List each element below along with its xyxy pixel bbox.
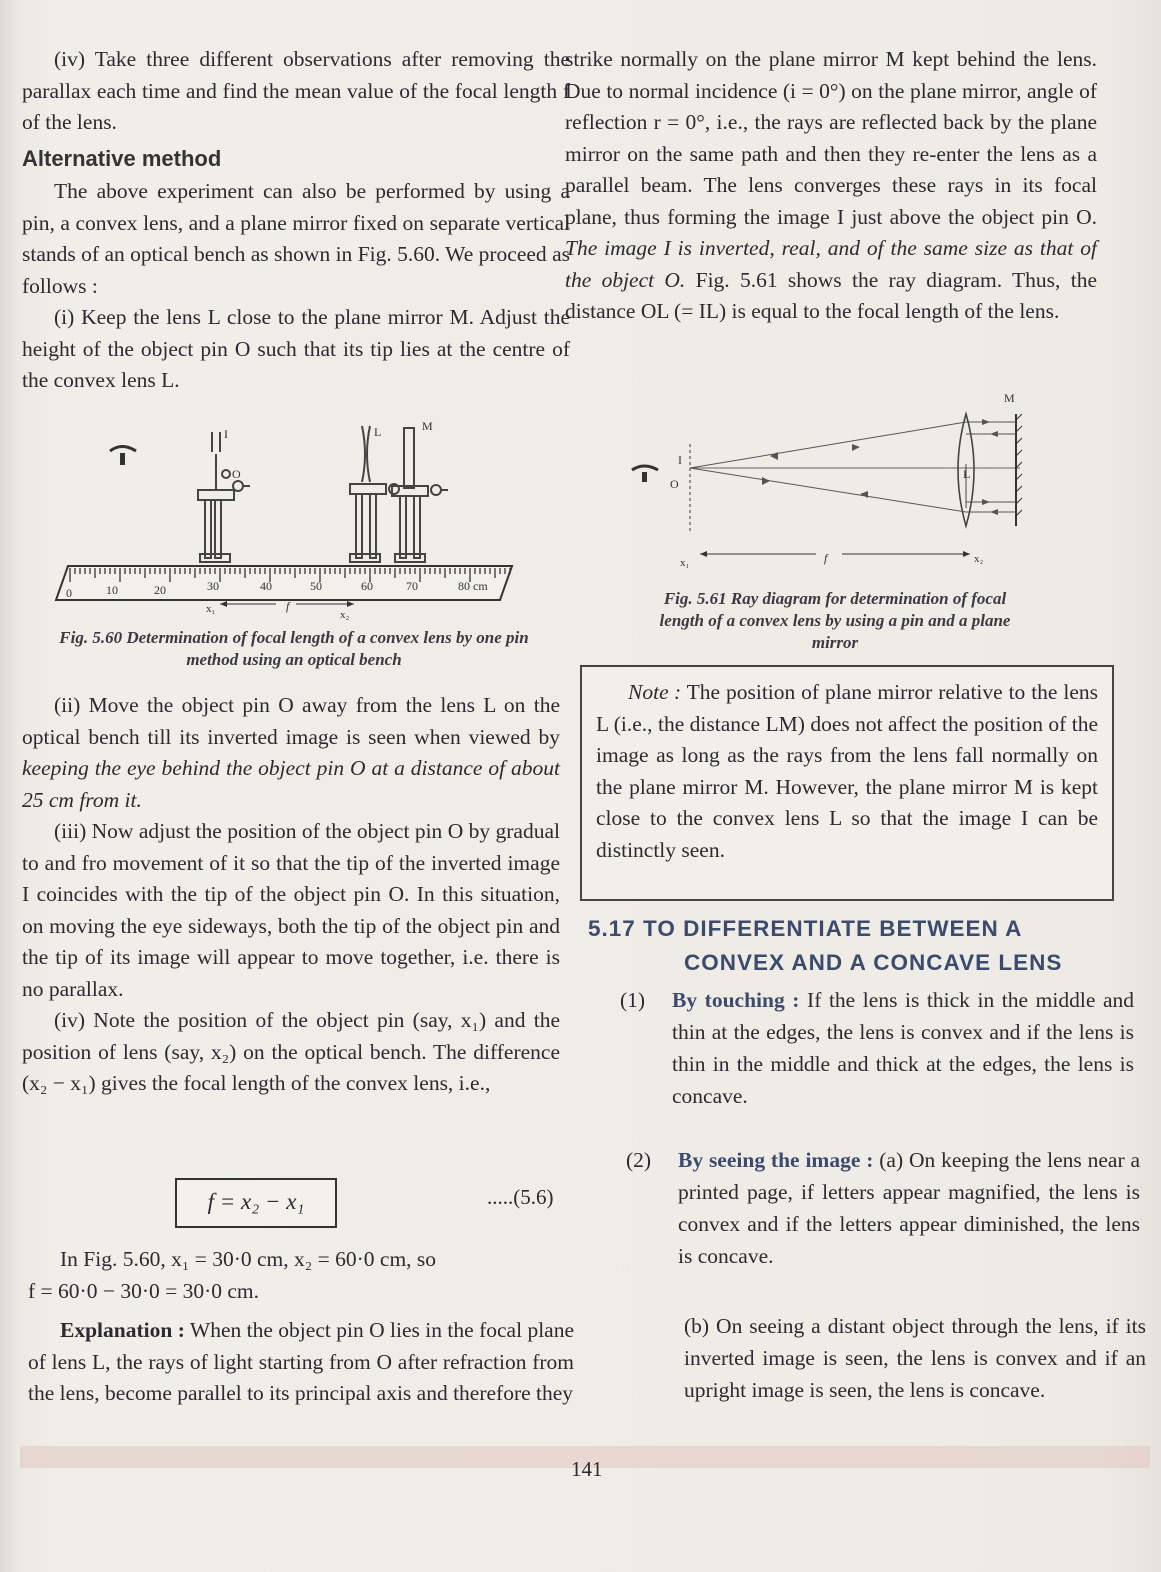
fig-5-61-caption: Fig. 5.61 Ray diagram for determination of focal length of a convex lens by using a pin and a plane mirror xyxy=(659,589,1011,652)
step-ii-italic: keeping the eye behind the object pin O at a distance of about 25 cm from it. xyxy=(22,756,560,812)
right-para-end: Fig. 5.61 shows the ray diagram. Thus, the distance OL (= IL) is equal to the focal length of the lens. xyxy=(565,267,1097,323)
section-heading-line-1: 5.17 TO DIFFERENTIATE BETWEEN A xyxy=(588,916,1023,941)
step-iv-paragraph: (iv) Note the position of the object pin (say, x₁) and the position of lens (say, x₂) on the optical bench. The difference (x₂ − x₁) gives the focal length of the convex lens, i.e., xyxy=(22,1008,560,1095)
formula-box: f = x₂ − x₁ xyxy=(175,1178,337,1228)
right-para-italic: The image I is inverted, real, and of the same size as that of the object O. xyxy=(565,236,1097,292)
example-block xyxy=(28,1244,574,1410)
item-2-text xyxy=(678,1144,1140,1272)
fig61-label-L: L xyxy=(963,467,971,481)
alternative-method-heading: Alternative method xyxy=(22,145,222,171)
fig60-label-x2: x₂ xyxy=(340,609,350,621)
explanation-paragraph xyxy=(28,1315,574,1410)
right-column xyxy=(565,44,1097,328)
fig60-label-I: I xyxy=(224,427,228,441)
left-column-lower xyxy=(22,690,560,1100)
scale-label-30: 30 xyxy=(207,579,219,593)
item-2b-text: (b) On seeing a distant object through the lens, if its inverted image is seen, the lens is convex and if an upright image is seen, the lens is concave. xyxy=(684,1314,1146,1402)
fig61-label-f: f xyxy=(824,551,828,565)
step-iv-remove-parallax: (iv) Take three different observations after removing the parallax each time and find the mean value of the focal length f of the lens. xyxy=(22,47,570,134)
note-label: Note : xyxy=(628,680,682,704)
item-1-number: (1) xyxy=(620,988,646,1012)
right-paragraph xyxy=(565,44,1097,328)
fig60-label-f: f xyxy=(286,599,290,613)
page-number: 141 xyxy=(571,1457,603,1481)
item-1-label: By touching : xyxy=(672,988,800,1012)
fig61-label-M: M xyxy=(1004,391,1015,405)
scale-label-20: 20 xyxy=(154,583,166,597)
fig-5-60-caption: Fig. 5.60 Determination of focal length of a convex lens by one pin method using an optical bench xyxy=(59,628,529,669)
left-column xyxy=(22,44,570,397)
item-2-body: (a) On keeping the lens near a printed page, if letters appear magnified, the lens is convex and if the letters appear diminished, the lens is concave. xyxy=(678,1148,1141,1268)
fig61-label-x2: x₂ xyxy=(974,553,984,565)
fig61-label-x1: x₁ xyxy=(680,557,690,569)
fig61-label-I: I xyxy=(678,453,682,467)
scale-label-0: 0 xyxy=(66,586,72,600)
item-2-label: By seeing the image : xyxy=(678,1148,874,1172)
scale-label-70: 70 xyxy=(406,579,418,593)
step-i-paragraph: (i) Keep the lens L close to the plane mirror M. Adjust the height of the object pin O such that its tip lies at the centre of the convex lens L. xyxy=(22,305,570,392)
fig60-label-M: M xyxy=(422,419,433,433)
step-ii-paragraph xyxy=(22,690,560,816)
fig-5-60-optical-bench xyxy=(40,414,540,624)
fig60-label-O: O xyxy=(232,467,241,481)
scale-label-80cm: 80 cm xyxy=(458,579,488,593)
example-line-1: In Fig. 5.60, x₁ = 30·0 cm, x₂ = 60·0 cm, so xyxy=(60,1247,437,1271)
scale-label-10: 10 xyxy=(106,583,118,597)
item-1-body: If the lens is thick in the middle and thin at the edges, the lens is convex and if the lens is thin in the middle and thick at the edges, the lens is concave. xyxy=(672,988,1134,1108)
scale-label-40: 40 xyxy=(260,579,272,593)
formula-number: .....(5.6) xyxy=(487,1185,554,1209)
step-ii-text: (ii) Move the object pin O away from the lens L on the optical bench till its inverted image is seen when viewed by xyxy=(22,693,560,749)
alternative-method-paragraph: The above experiment can also be performed by using a pin, a convex lens, and a plane mirror fixed on separate vertical stands of an optical bench as shown in Fig. 5.60. We proceed as follows : xyxy=(22,179,570,298)
scale-label-50: 50 xyxy=(310,579,322,593)
fig61-label-O: O xyxy=(670,477,679,491)
item-2-number: (2) xyxy=(626,1148,652,1172)
right-para-start: strike normally on the plane mirror M kept behind the lens. Due to normal incidence (i = 0°) on the plane mirror, angle of reflection r = 0°, i.e., the rays are reflected back by the plane mirror on the same path and then they re-enter the lens as a parallel beam. The lens converges these rays in its focal plane, thus forming the image I just above the object pin O. xyxy=(565,47,1097,229)
item-1-text xyxy=(672,984,1134,1112)
fig60-label-x1: x₁ xyxy=(206,603,216,615)
section-5-17-heading xyxy=(588,912,1148,980)
scale-label-60: 60 xyxy=(361,579,373,593)
note-text xyxy=(596,677,1098,866)
step-iii-paragraph: (iii) Now adjust the position of the object pin O by gradual to and fro movement of it so that the tip of the inverted image I coincides with the tip of the object pin O. In this situation, on moving the eye sideways, both the tip of the object pin and the tip of its image will appear to move together, i.e. there is no parallax. xyxy=(22,819,560,1001)
fig60-label-L: L xyxy=(374,425,382,439)
note-body: The position of plane mirror relative to the lens L (i.e., the distance LM) does not affect the position of the image as long as the rays from the lens fall normally on the plane mirror M. However, the plane mirror M is kept close to the convex lens L so that the image I can be distinctly seen. xyxy=(596,680,1098,862)
section-heading-line-2: CONVEX AND A CONCAVE LENS xyxy=(684,950,1063,975)
explanation-text: When the object pin O lies in the focal plane of lens L, the rays of light starting from O after refraction from the lens, become parallel to its principal axis and therefore they xyxy=(28,1318,575,1405)
example-line-2: f = 60·0 − 30·0 = 30·0 cm. xyxy=(28,1278,260,1303)
fig-5-61-ray-diagram xyxy=(620,384,1050,580)
explanation-label: Explanation : xyxy=(60,1318,185,1342)
